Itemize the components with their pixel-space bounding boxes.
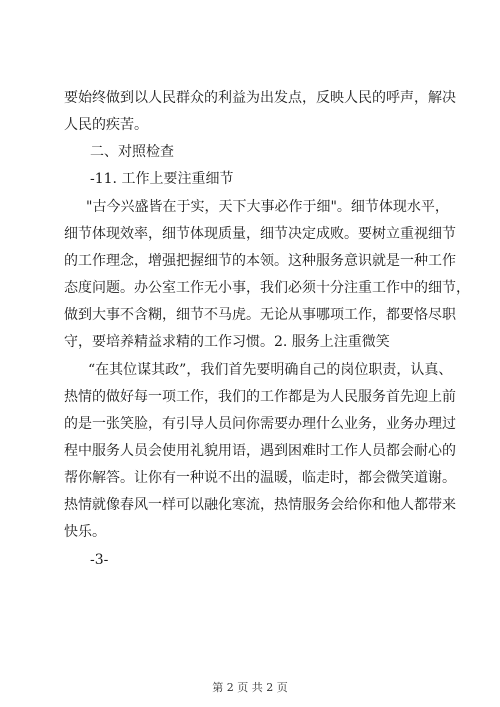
- body-line-15: 帮你解答。让你有一种说不出的温暖，临走时，都会微笑道谢。: [64, 470, 456, 486]
- body-line-6: 细节体现效率，细节体现质量，细节决定成败。要树立重视细节: [64, 226, 456, 242]
- body-line-9: 做到大事不含糊，细节不马虎。无论从事哪项工作，都要恪尽职: [64, 307, 456, 323]
- page-footer: 第 2 页 共 2 页: [212, 681, 288, 694]
- body-line-8: 态度问题。办公室工作无小事，我们必须十分注重工作中的细节，: [64, 280, 470, 296]
- body-line-12: 热情的做好每一项工作，我们的工作都是为人民服务首先迎上前: [64, 389, 456, 405]
- body-line-5: "古今兴盛皆在于实，天下大事必作于细"。细节体现水平，: [86, 199, 449, 215]
- body-line-13: 的是一张笑脸，有引导人员问你需要办理什么业务，业务办理过: [64, 416, 456, 432]
- body-line-16: 热情就像春风一样可以融化寒流，热情服务会给你和他人都带来: [64, 497, 456, 513]
- body-line-10: 守，要培养精益求精的工作习惯。2. 服务上注重微笑: [64, 334, 390, 350]
- body-line-14: 程中服务人员会使用礼貌用语，遇到困难时工作人员都会耐心的: [64, 443, 456, 459]
- body-line-1: 要始终做到以人民群众的利益为出发点，反映人民的呼声，解决: [64, 90, 456, 106]
- body-line-2: 人民的疾苦。: [64, 117, 148, 133]
- inline-page-number: -3-: [90, 552, 109, 568]
- section-heading: 二、对照检查: [90, 144, 174, 160]
- subsection-heading-1: -11. 工作上要注重细节: [90, 171, 234, 187]
- body-line-7: 的工作理念，增强把握细节的本领。这种服务意识就是一种工作: [64, 253, 456, 269]
- body-line-17: 快乐。: [64, 524, 106, 540]
- body-line-11: “在其位谋其政”，我们首先要明确自己的岗位职责，认真、: [88, 362, 453, 378]
